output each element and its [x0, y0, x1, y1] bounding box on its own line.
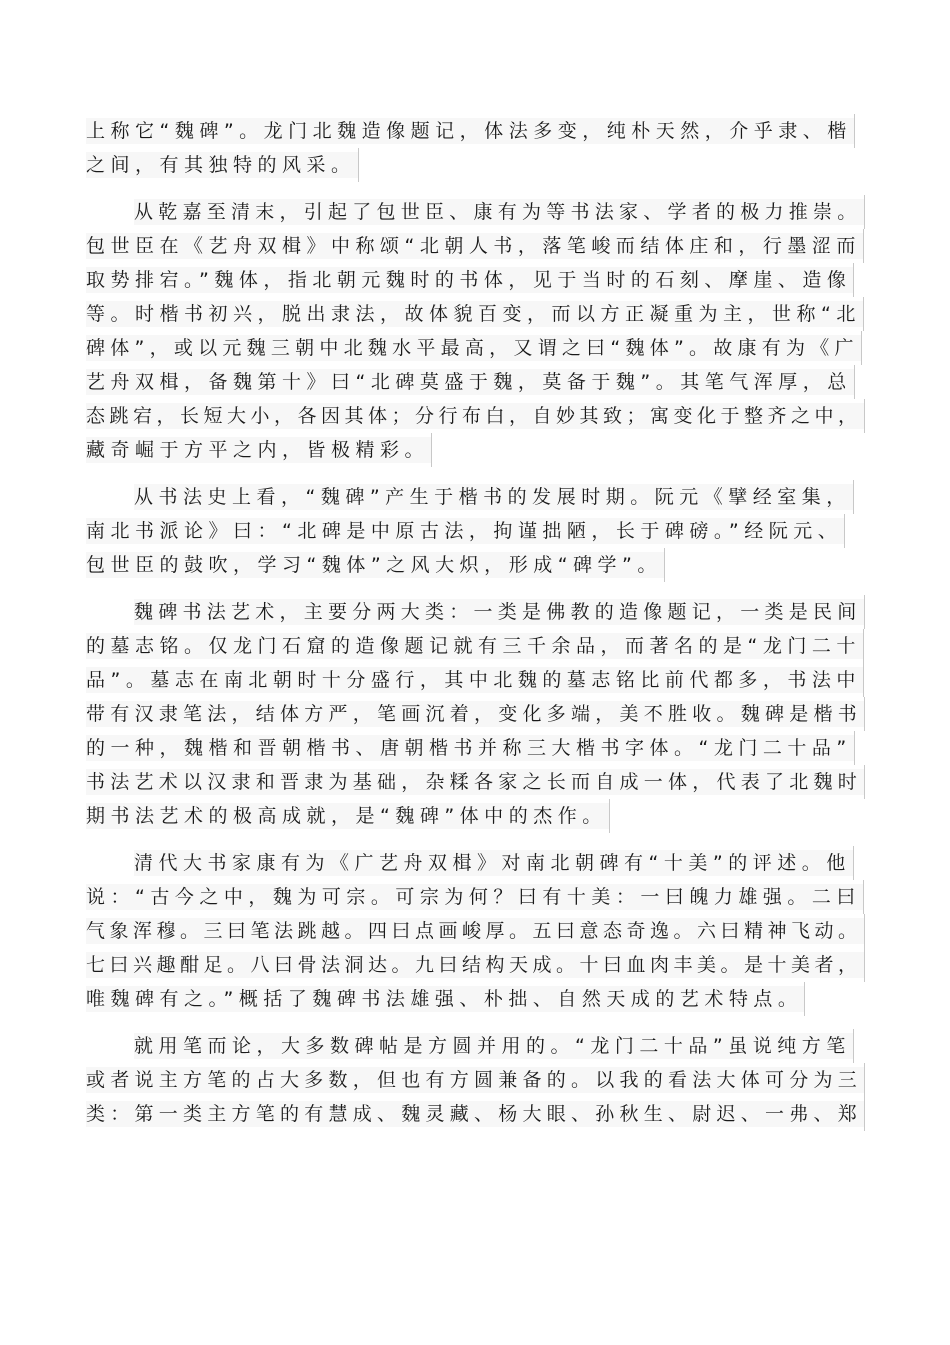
paragraph-2	[86, 195, 866, 467]
text-line	[86, 880, 866, 914]
text-line	[86, 765, 866, 799]
text-line-content: 的一种，魏楷和晋朝楷书、唐朝楷书并称三大楷书字体。“龙门二十品”	[86, 731, 855, 765]
text-line-content: 碑体”，或以元魏三朝中北魏水平最高，又谓之曰“魏体”。故康有为《广	[86, 331, 862, 365]
text-line	[86, 1097, 866, 1131]
paragraph-5	[86, 846, 866, 1016]
text-line-content: 从乾嘉至清末，引起了包世臣、康有为等书法家、学者的极力推崇。	[134, 195, 865, 229]
text-line	[86, 982, 866, 1016]
text-line	[86, 846, 866, 880]
paragraph-1	[86, 114, 866, 182]
text-line	[86, 263, 866, 297]
text-line	[86, 548, 866, 582]
text-line	[86, 148, 866, 182]
text-line-content: 之间，有其独特的风采。	[86, 148, 359, 182]
text-line-content: 品”。墓志在南北朝时十分盛行，其中北魏的墓志铭比前代都多，书法中	[86, 663, 864, 697]
text-line	[86, 514, 866, 548]
text-line	[86, 331, 866, 365]
text-line-content: 艺舟双楫，备魏第十》曰“北碑莫盛于魏，莫备于魏”。其笔气浑厚，总	[86, 365, 855, 399]
paragraph-3	[86, 480, 866, 582]
text-line-content: 或者说主方笔的占大多数，但也有方圆兼备的。以我的看法大体可分为三	[86, 1063, 865, 1097]
text-line-content: 书法艺术以汉隶和晋隶为基础，杂糅各家之长而自成一体，代表了北魏时	[86, 765, 865, 799]
text-line	[86, 914, 866, 948]
text-line-content: 就用笔而论，大多数碑帖是方圆并用的。“龙门二十品”虽说纯方笔	[134, 1029, 854, 1063]
text-line	[86, 195, 866, 229]
text-line-content: 期书法艺术的极高成就，是“魏碑”体中的杰作。	[86, 799, 610, 833]
text-line	[86, 663, 866, 697]
text-line-content: 魏碑书法艺术，主要分两大类：一类是佛教的造像题记，一类是民间	[134, 595, 865, 629]
text-line-content: 七曰兴趣酣足。八曰骨法洞达。九曰结构天成。十曰血肉丰美。是十美者，	[86, 948, 865, 982]
text-line-content: 南北书派论》曰：“北碑是中原古法，拘谨拙陋，长于碑磅。”经阮元、	[86, 514, 845, 548]
text-line	[86, 365, 866, 399]
text-line	[86, 1029, 866, 1063]
paragraph-6	[86, 1029, 866, 1131]
text-line	[86, 799, 866, 833]
text-line	[86, 697, 866, 731]
text-line	[86, 297, 866, 331]
text-line-content: 气象浑穆。三曰笔法跳越。四曰点画峻厚。五曰意态奇逸。六曰精神飞动。	[86, 914, 865, 948]
text-line-content: 唯魏碑有之。”概括了魏碑书法雄强、朴拙、自然天成的艺术特点。	[86, 982, 805, 1016]
text-line-content: 上称它“魏碑”。龙门北魏造像题记，体法多变，纯朴天然，介乎隶、楷	[86, 114, 855, 148]
text-line	[86, 629, 866, 663]
text-line-content: 取势排宕。”魏体，指北朝元魏时的书体，见于当时的石刻、摩崖、造像	[86, 263, 854, 297]
text-line-content: 包世臣的鼓吹，学习“魏体”之风大炽，形成“碑学”。	[86, 548, 665, 582]
text-line	[86, 595, 866, 629]
text-line-content: 说：“古今之中，魏为可宗。可宗为何？曰有十美：一曰魄力雄强。二曰	[86, 880, 864, 914]
text-line-content: 从书法史上看，“魏碑”产生于楷书的发展时期。阮元《擘经室集，	[134, 480, 854, 514]
text-line	[86, 948, 866, 982]
text-line-content: 态跳宕，长短大小，各因其体；分行布白，自妙其致；寓变化于整齐之中，	[86, 399, 865, 433]
text-line-content: 藏奇崛于方平之内，皆极精彩。	[86, 433, 432, 467]
text-line-content: 等。时楷书初兴，脱出隶法，故体貌百变，而以方正凝重为主，世称“北	[86, 297, 864, 331]
text-line	[86, 731, 866, 765]
text-line-content: 清代大书家康有为《广艺舟双楫》对南北朝碑有“十美”的评述。他	[134, 846, 854, 880]
text-line	[86, 114, 866, 148]
text-line	[86, 1063, 866, 1097]
text-line-content: 类：第一类主方笔的有慧成、魏灵藏、杨大眼、孙秋生、尉迟、一弗、郑	[86, 1097, 865, 1131]
text-line-content: 带有汉隶笔法，结体方严，笔画沉着，变化多端，美不胜收。魏碑是楷书	[86, 697, 865, 731]
text-line	[86, 433, 866, 467]
text-line	[86, 480, 866, 514]
document-body	[86, 114, 866, 1144]
text-line	[86, 399, 866, 433]
text-line	[86, 229, 866, 263]
paragraph-4	[86, 595, 866, 833]
text-line-content: 包世臣在《艺舟双楫》中称颂“北朝人书，落笔峻而结体庄和，行墨涩而	[86, 229, 864, 263]
text-line-content: 的墓志铭。仅龙门石窟的造像题记就有三千余品，而著名的是“龙门二十	[86, 629, 864, 663]
